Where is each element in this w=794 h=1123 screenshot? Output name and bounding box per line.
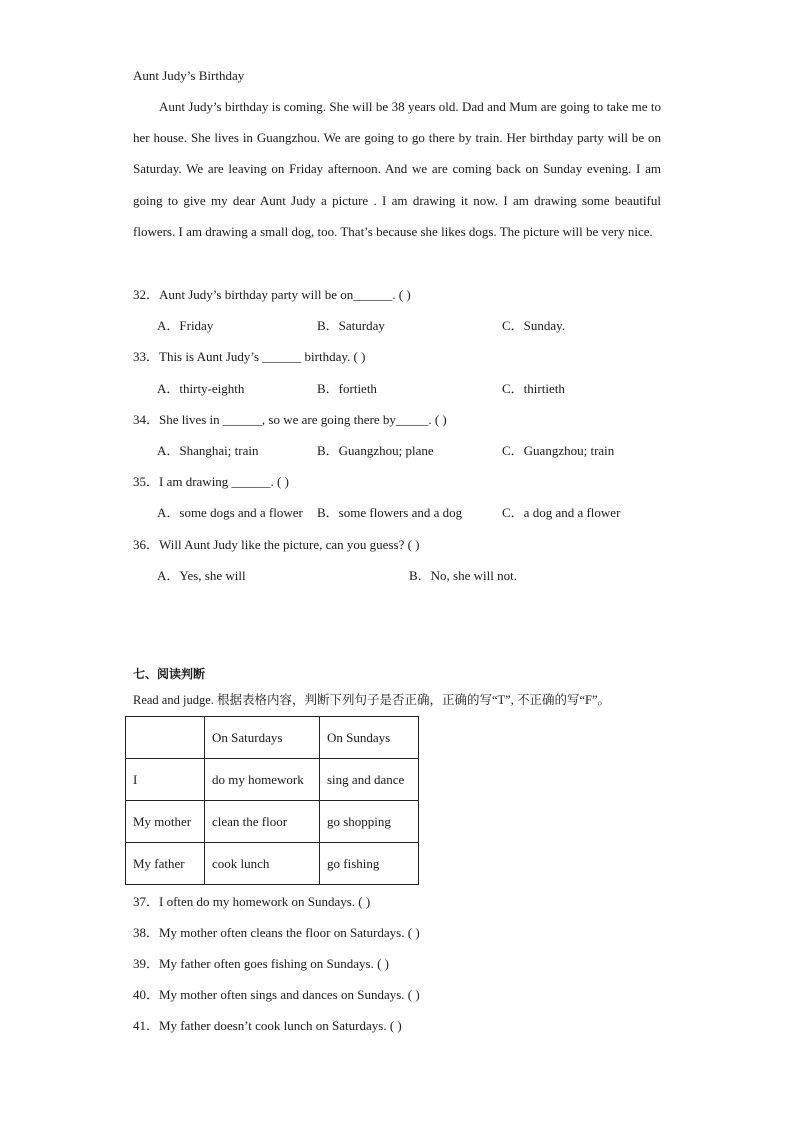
table-cell: My mother: [126, 801, 205, 843]
table-header-cell: [126, 717, 205, 759]
table-cell: clean the floor: [205, 801, 320, 843]
table-row: [126, 843, 419, 885]
question-32: 32．Aunt Judy’s birthday party will be on______. ( ): [133, 287, 411, 302]
q36-option-b: B．No, she will not.: [409, 568, 517, 583]
judge-item-39: 39．My father often goes fishing on Sundays. ( ): [133, 956, 389, 971]
judge-item-38: 38．My mother often cleans the floor on Saturdays. ( ): [133, 925, 420, 940]
table-header-cell: On Saturdays: [205, 717, 320, 759]
q34-option-c: C．Guangzhou; train: [502, 443, 615, 458]
q35-option-b: B．some flowers and a dog: [317, 505, 463, 520]
schedule-table: [125, 716, 419, 885]
q32-option-b: B．Saturday: [317, 318, 385, 333]
table-header-row: [126, 717, 419, 759]
table-header-cell: On Sundays: [320, 717, 419, 759]
section-heading: 七、阅读判断: [133, 667, 206, 681]
q33-option-b: B．fortieth: [317, 381, 377, 396]
q32-option-c: C．Sunday.: [502, 318, 566, 333]
table-cell: cook lunch: [205, 843, 320, 885]
table-cell: I: [126, 759, 205, 801]
table-row: [126, 759, 419, 801]
table-cell: do my homework: [205, 759, 320, 801]
q34-option-b: B．Guangzhou; plane: [317, 443, 434, 458]
q33-option-c: C．thirtieth: [502, 381, 565, 396]
judge-item-41: 41．My father doesn’t cook lunch on Saturdays. ( ): [133, 1018, 402, 1033]
q35-option-a: A．some dogs and a flower: [157, 505, 303, 520]
section-instruction: Read and judge. 根据表格内容，判断下列句子是否正确，正确的写“T”, 不正确的写“F”。: [133, 693, 611, 707]
passage-body: [133, 91, 661, 247]
q36-option-a: A．Yes, she will: [157, 568, 246, 583]
q33-option-a: A．thirty-eighth: [157, 381, 245, 396]
table-cell: go fishing: [320, 843, 419, 885]
question-36: 36．Will Aunt Judy like the picture, can you guess? ( ): [133, 537, 420, 552]
judge-item-40: 40．My mother often sings and dances on Sundays. ( ): [133, 987, 420, 1002]
question-34: 34．She lives in ______, so we are going there by_____. ( ): [133, 412, 447, 427]
judge-item-37: 37．I often do my homework on Sundays. ( ): [133, 894, 371, 909]
table-cell: My father: [126, 843, 205, 885]
q35-option-c: C．a dog and a flower: [502, 505, 621, 520]
passage-text: Aunt Judy’s birthday is coming. She will be 38 years old. Dad and Mum are going to take me to her house. She lives in Guangzhou. We are going to go there by train. Her birthday party will be on Saturday. We are leaving on Friday afternoon. And we are coming back on Sunday evening. I am going to give my dear Aunt Judy a picture . I am drawing it now. I am drawing some beautiful flowers. I am drawing a small dog, too. That’s because she likes dogs. The picture will be very nice.: [133, 99, 661, 239]
question-35: 35．I am drawing ______. ( ): [133, 474, 289, 489]
q34-option-a: A．Shanghai; train: [157, 443, 259, 458]
q32-option-a: A．Friday: [157, 318, 214, 333]
table-cell: sing and dance: [320, 759, 419, 801]
table-row: [126, 801, 419, 843]
table-cell: go shopping: [320, 801, 419, 843]
passage-title: Aunt Judy’s Birthday: [133, 68, 245, 83]
question-33: 33．This is Aunt Judy’s ______ birthday. ( ): [133, 349, 366, 364]
